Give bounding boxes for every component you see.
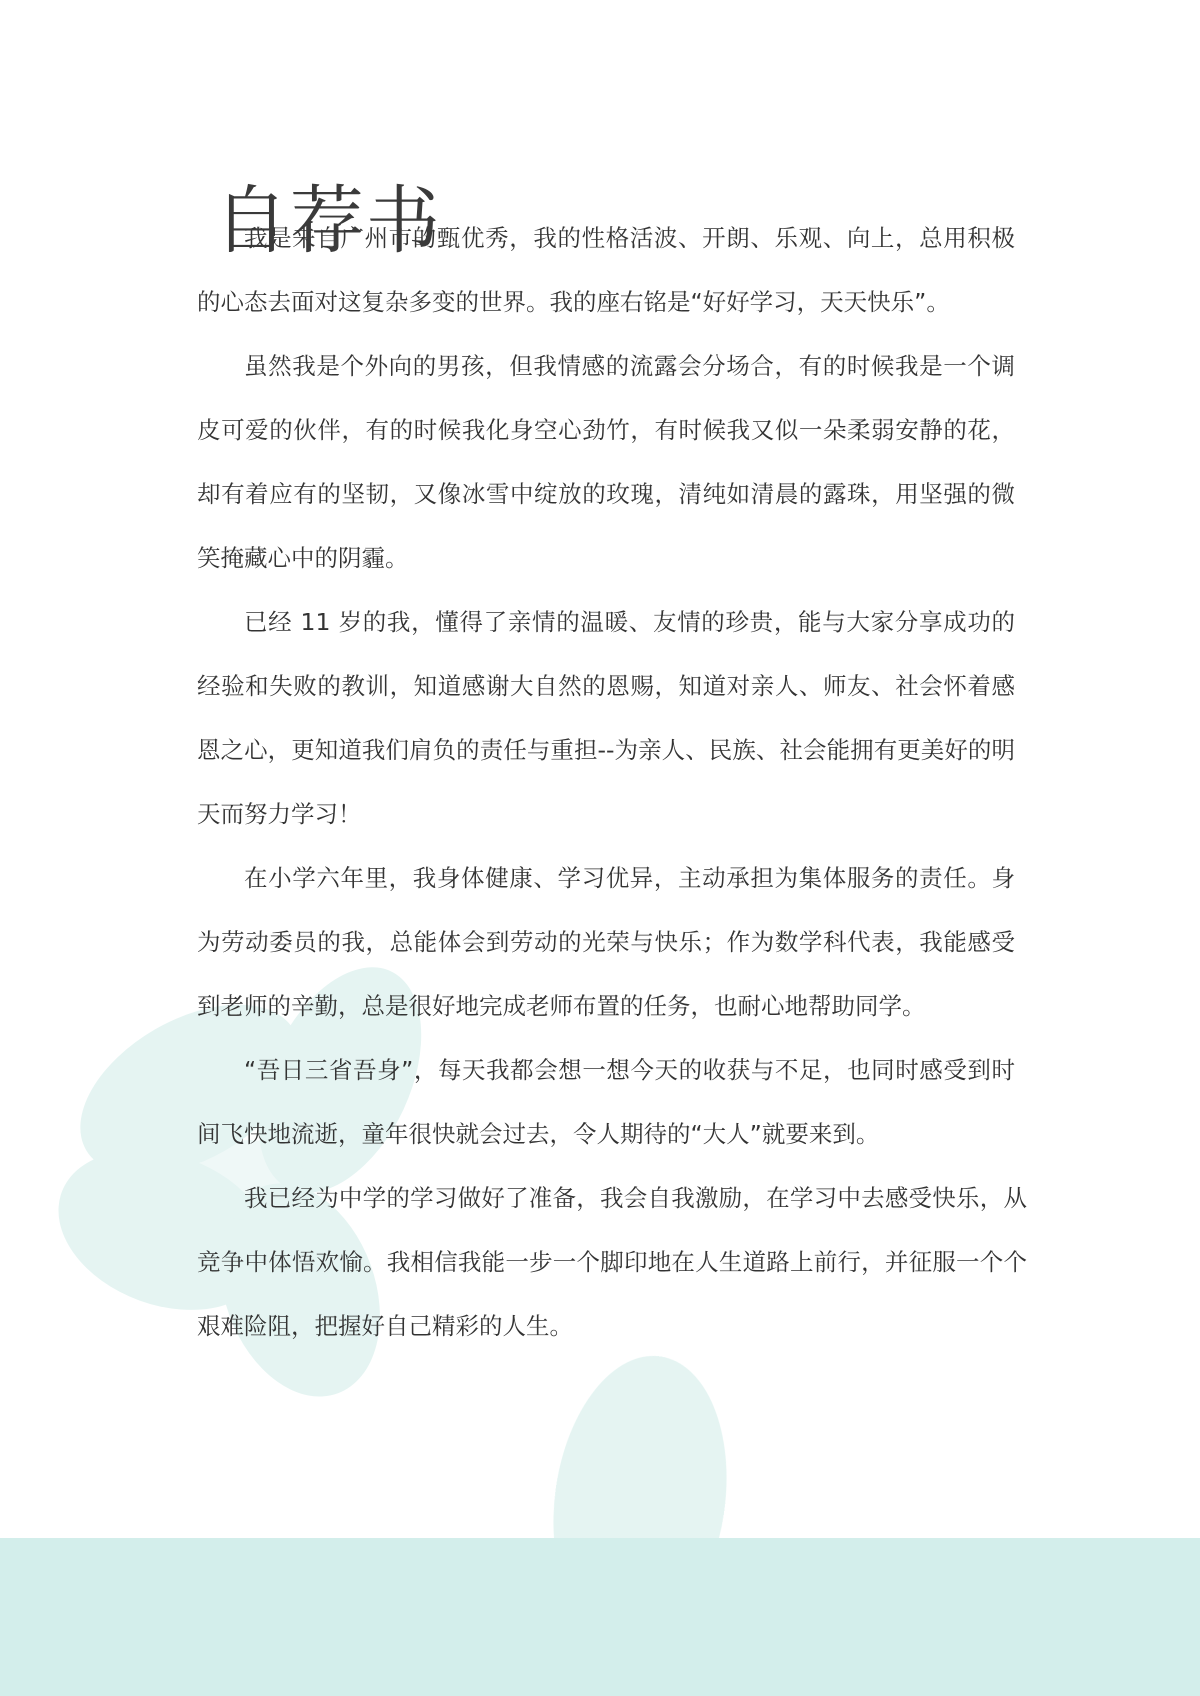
paragraph-2: 虽然我是个外向的男孩，但我情感的流露会分场合，有的时候我是一个调皮可爱的伙伴，有的时候我化身空心劲竹，有时候我又似一朵柔弱安静的花，却有着应有的坚韧，又像冰雪中绽放的玫瑰，清纯如清晨的露珠，用坚强的微笑掩藏心中的阴霾。 [197, 352, 1015, 572]
paragraph-3: 已经 11 岁的我，懂得了亲情的温暖、友情的珍贵，能与大家分享成功的经验和失败的教训，知道感谢大自然的恩赐，知道对亲人、师友、社会怀着感恩之心，更知道我们肩负的责任与重担--为亲人、民族、社会能拥有更美好的明天而努力学习！ [197, 608, 1015, 828]
paragraph-4: 在小学六年里，我身体健康、学习优异，主动承担为集体服务的责任。身为劳动委员的我，总能体会到劳动的光荣与快乐；作为数学科代表，我能感受到老师的辛勤，总是很好地完成老师布置的任务，也耐心地帮助同学。 [197, 864, 1015, 1020]
paragraph-6: 我已经为中学的学习做好了准备，我会自我激励，在学习中去感受快乐，从竞争中体悟欢愉。我相信我能一步一个脚印地在人生道路上前行，并征服一个个艰难险阻，把握好自己精彩的人生。 [197, 1184, 1027, 1340]
footer-band [0, 1538, 1200, 1696]
paragraph-5: “吾日三省吾身”，每天我都会想一想今天的收获与不足，也同时感受到时间飞快地流逝，童年很快就会过去，令人期待的“大人”就要来到。 [197, 1056, 1015, 1148]
paragraph-1: 我是来自广州市的甄优秀，我的性格活波、开朗、乐观、向上，总用积极的心态去面对这复杂多变的世界。我的座右铭是“好好学习，天天快乐”。 [197, 224, 1015, 316]
document-body [197, 206, 1027, 1358]
page-title: 自荐书 [214, 178, 442, 264]
